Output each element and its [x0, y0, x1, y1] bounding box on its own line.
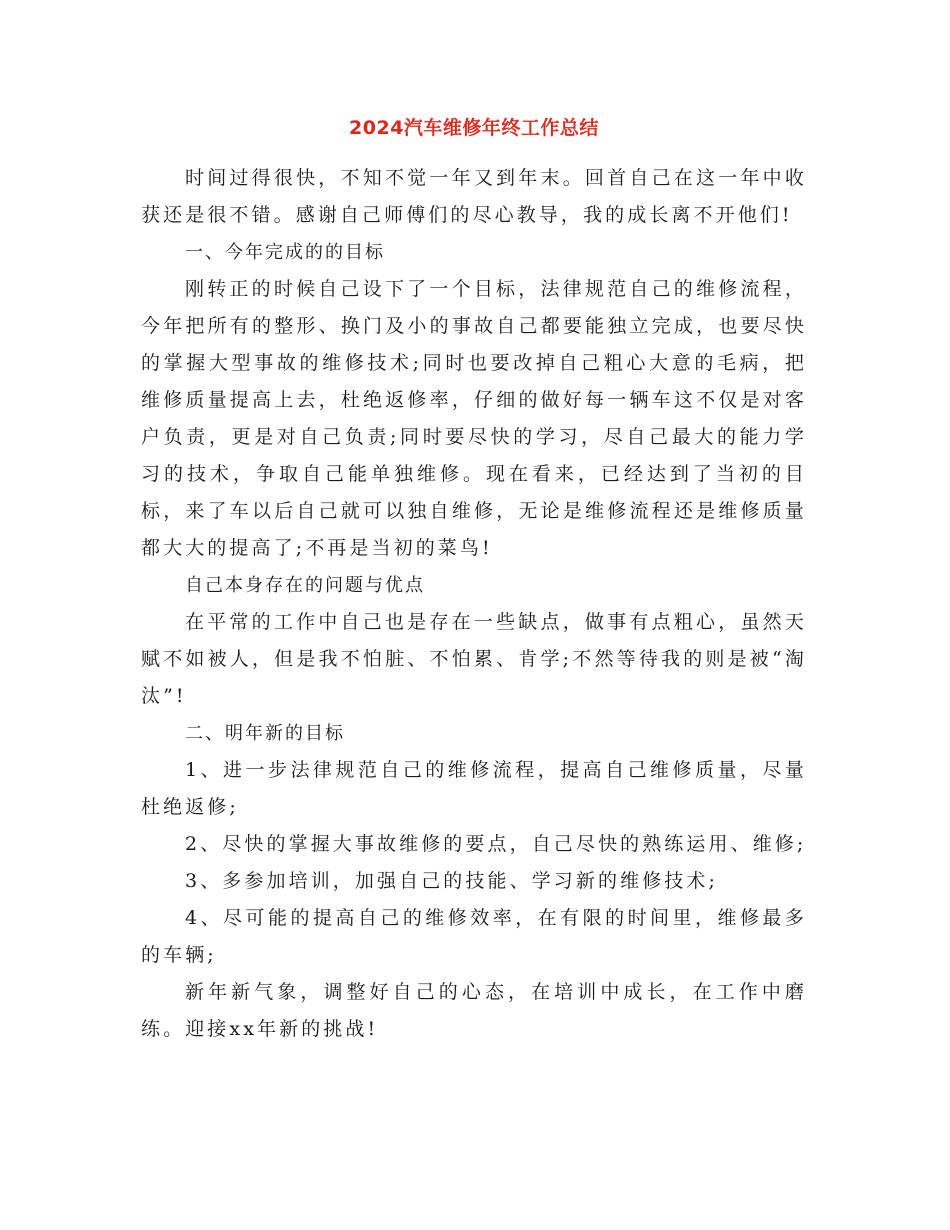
goal-item-4: 4、尽可能的提高自己的维修效率，在有限的时间里，维修最多的车辆; [141, 907, 807, 966]
document-title: 2024汽车维修年终工作总结 [349, 117, 599, 139]
section-heading-completed-goals: 一、今年完成的的目标 [185, 242, 385, 263]
document-page [141, 112, 807, 1048]
goal-item-2: 2、尽快的掌握大事故维修的要点，自己尽快的熟练运用、维修; [185, 833, 807, 855]
intro-paragraph: 时间过得很快，不知不觉一年又到年末。回首自己在这一年中收获还是很不错。感谢自己师傅们的尽心教导，我的成长离不开他们! [141, 167, 807, 226]
goal-item-1: 1、进一步法律规范自己的维修流程，提高自己维修质量，尽量杜绝返修; [141, 759, 807, 818]
section-heading-next-year-goals: 二、明年新的目标 [185, 723, 345, 744]
completed-goals-paragraph: 刚转正的时候自己设下了一个目标，法律规范自己的维修流程，今年把所有的整形、换门及小的事故自己都要能独立完成，也要尽快的掌握大型事故的维修技术;同时也要改掉自己粗心大意的毛病，把维修质量提高上去，杜绝返修率，仔细的做好每一辆车这不仅是对客户负责，更是对自己负责;同时要尽快的学习，尽自己最大的能力学习的技术，争取自己能单独维修。现在看来，已经达到了当初的目标，来了车以后自己就可以独自维修，无论是维修流程还是维修质量都大大的提高了;不再是当初的菜鸟! [141, 278, 807, 559]
goal-item-3: 3、多参加培训，加强自己的技能、学习新的维修技术; [185, 870, 718, 892]
closing-paragraph: 新年新气象，调整好自己的心态，在培训中成长，在工作中磨练。迎接xx年新的挑战! [141, 981, 807, 1040]
section-heading-issues-strengths: 自己本身存在的问题与优点 [185, 575, 425, 596]
issues-paragraph: 在平常的工作中自己也是存在一些缺点，做事有点粗心，虽然天赋不如被人，但是我不怕脏、不怕累、肯学;不然等待我的则是被“淘汰”! [141, 611, 807, 707]
